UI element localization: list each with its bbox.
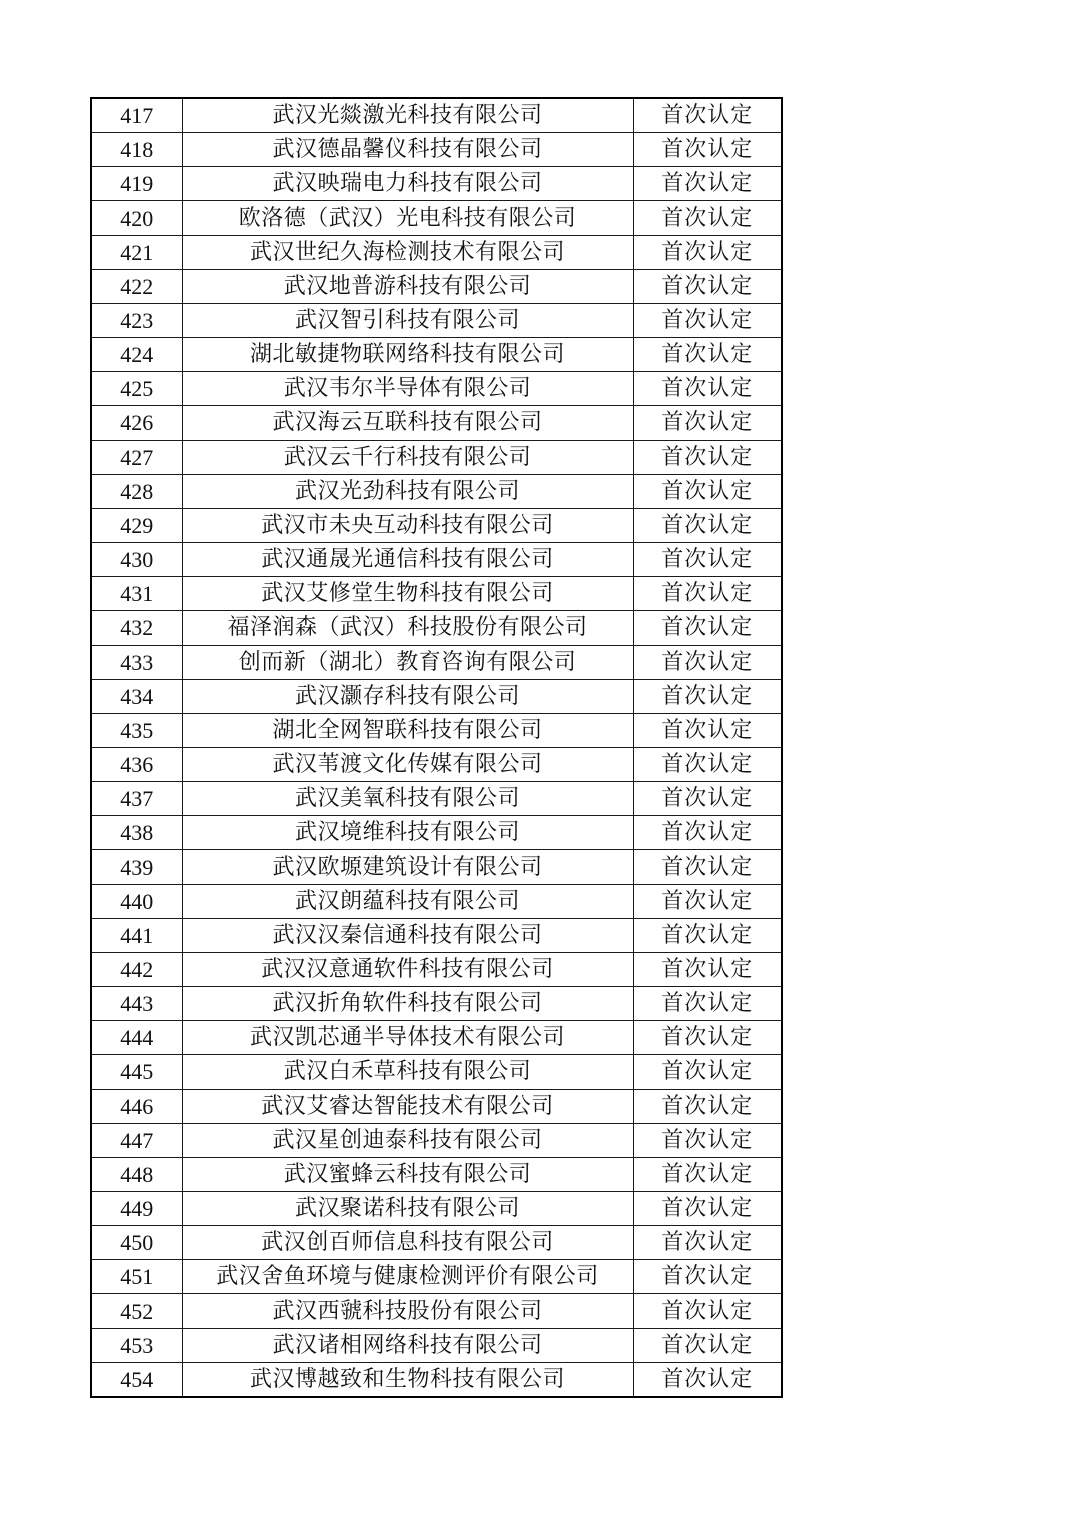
certification-type-cell: 首次认定 xyxy=(633,816,782,850)
company-name-cell: 武汉境维科技有限公司 xyxy=(182,816,633,850)
table-row xyxy=(91,850,782,884)
certification-type-cell: 首次认定 xyxy=(633,1157,782,1191)
row-number-cell: 419 xyxy=(91,167,182,201)
certification-type-cell: 首次认定 xyxy=(633,543,782,577)
table-row xyxy=(91,645,782,679)
row-number-cell: 450 xyxy=(91,1226,182,1260)
row-number-cell: 454 xyxy=(91,1362,182,1397)
row-number-cell: 434 xyxy=(91,679,182,713)
row-number-cell: 431 xyxy=(91,577,182,611)
row-number-cell: 429 xyxy=(91,508,182,542)
row-number-cell: 447 xyxy=(91,1123,182,1157)
certification-type-cell: 首次认定 xyxy=(633,235,782,269)
company-name-cell: 武汉通晟光通信科技有限公司 xyxy=(182,543,633,577)
table-row xyxy=(91,952,782,986)
table-row xyxy=(91,372,782,406)
table-row xyxy=(91,679,782,713)
certification-type-cell: 首次认定 xyxy=(633,1089,782,1123)
table-row xyxy=(91,1089,782,1123)
row-number-cell: 445 xyxy=(91,1055,182,1089)
table-row xyxy=(91,269,782,303)
row-number-cell: 424 xyxy=(91,338,182,372)
company-name-cell: 武汉折角软件科技有限公司 xyxy=(182,987,633,1021)
row-number-cell: 421 xyxy=(91,235,182,269)
certification-type-cell: 首次认定 xyxy=(633,474,782,508)
table-row xyxy=(91,167,782,201)
certification-type-cell: 首次认定 xyxy=(633,1260,782,1294)
certification-type-cell: 首次认定 xyxy=(633,747,782,781)
row-number-cell: 437 xyxy=(91,782,182,816)
certification-type-cell: 首次认定 xyxy=(633,645,782,679)
table-row xyxy=(91,816,782,850)
table-row xyxy=(91,201,782,235)
company-list-table-container xyxy=(90,97,783,1398)
company-name-cell: 武汉西虢科技股份有限公司 xyxy=(182,1294,633,1328)
certification-type-cell: 首次认定 xyxy=(633,1123,782,1157)
certification-type-cell: 首次认定 xyxy=(633,1294,782,1328)
company-name-cell: 武汉凯芯通半导体技术有限公司 xyxy=(182,1021,633,1055)
certification-type-cell: 首次认定 xyxy=(633,918,782,952)
row-number-cell: 426 xyxy=(91,406,182,440)
company-name-cell: 湖北全网智联科技有限公司 xyxy=(182,713,633,747)
company-name-cell: 武汉艾睿达智能技术有限公司 xyxy=(182,1089,633,1123)
company-name-cell: 武汉德晶馨仪科技有限公司 xyxy=(182,133,633,167)
row-number-cell: 449 xyxy=(91,1192,182,1226)
table-row xyxy=(91,235,782,269)
company-name-cell: 武汉海云互联科技有限公司 xyxy=(182,406,633,440)
table-row xyxy=(91,440,782,474)
table-row xyxy=(91,474,782,508)
table-row xyxy=(91,508,782,542)
certification-type-cell: 首次认定 xyxy=(633,269,782,303)
certification-type-cell: 首次认定 xyxy=(633,338,782,372)
certification-type-cell: 首次认定 xyxy=(633,611,782,645)
table-row xyxy=(91,1260,782,1294)
company-name-cell: 武汉创百师信息科技有限公司 xyxy=(182,1226,633,1260)
row-number-cell: 442 xyxy=(91,952,182,986)
table-row xyxy=(91,577,782,611)
table-row xyxy=(91,611,782,645)
row-number-cell: 453 xyxy=(91,1328,182,1362)
table-row xyxy=(91,1123,782,1157)
company-name-cell: 武汉地普游科技有限公司 xyxy=(182,269,633,303)
row-number-cell: 444 xyxy=(91,1021,182,1055)
certification-type-cell: 首次认定 xyxy=(633,1362,782,1397)
row-number-cell: 420 xyxy=(91,201,182,235)
company-name-cell: 创而新（湖北）教育咨询有限公司 xyxy=(182,645,633,679)
row-number-cell: 427 xyxy=(91,440,182,474)
company-name-cell: 武汉艾修堂生物科技有限公司 xyxy=(182,577,633,611)
company-name-cell: 武汉蜜蜂云科技有限公司 xyxy=(182,1157,633,1191)
row-number-cell: 440 xyxy=(91,884,182,918)
certification-type-cell: 首次认定 xyxy=(633,850,782,884)
company-name-cell: 武汉诸相网络科技有限公司 xyxy=(182,1328,633,1362)
certification-type-cell: 首次认定 xyxy=(633,713,782,747)
certification-type-cell: 首次认定 xyxy=(633,952,782,986)
company-name-cell: 福泽润森（武汉）科技股份有限公司 xyxy=(182,611,633,645)
company-name-cell: 武汉朗蕴科技有限公司 xyxy=(182,884,633,918)
table-row xyxy=(91,782,782,816)
certification-type-cell: 首次认定 xyxy=(633,679,782,713)
row-number-cell: 436 xyxy=(91,747,182,781)
table-row xyxy=(91,1021,782,1055)
certification-type-cell: 首次认定 xyxy=(633,1055,782,1089)
certification-type-cell: 首次认定 xyxy=(633,1328,782,1362)
certification-type-cell: 首次认定 xyxy=(633,987,782,1021)
table-row xyxy=(91,303,782,337)
row-number-cell: 423 xyxy=(91,303,182,337)
table-row xyxy=(91,884,782,918)
certification-type-cell: 首次认定 xyxy=(633,201,782,235)
row-number-cell: 443 xyxy=(91,987,182,1021)
row-number-cell: 430 xyxy=(91,543,182,577)
row-number-cell: 438 xyxy=(91,816,182,850)
table-row xyxy=(91,98,782,133)
company-name-cell: 武汉光燚激光科技有限公司 xyxy=(182,98,633,133)
company-name-cell: 武汉灏存科技有限公司 xyxy=(182,679,633,713)
row-number-cell: 425 xyxy=(91,372,182,406)
table-row xyxy=(91,338,782,372)
certification-type-cell: 首次认定 xyxy=(633,782,782,816)
row-number-cell: 452 xyxy=(91,1294,182,1328)
company-name-cell: 武汉汉意通软件科技有限公司 xyxy=(182,952,633,986)
company-name-cell: 武汉欧塬建筑设计有限公司 xyxy=(182,850,633,884)
company-name-cell: 武汉美氧科技有限公司 xyxy=(182,782,633,816)
table-row xyxy=(91,1294,782,1328)
table-row xyxy=(91,918,782,952)
company-name-cell: 武汉世纪久海检测技术有限公司 xyxy=(182,235,633,269)
table-row xyxy=(91,987,782,1021)
table-row xyxy=(91,1192,782,1226)
certification-type-cell: 首次认定 xyxy=(633,303,782,337)
company-name-cell: 武汉白禾草科技有限公司 xyxy=(182,1055,633,1089)
table-row xyxy=(91,543,782,577)
row-number-cell: 448 xyxy=(91,1157,182,1191)
certification-type-cell: 首次认定 xyxy=(633,884,782,918)
row-number-cell: 428 xyxy=(91,474,182,508)
company-name-cell: 武汉光劲科技有限公司 xyxy=(182,474,633,508)
table-row xyxy=(91,747,782,781)
table-row xyxy=(91,1328,782,1362)
company-name-cell: 武汉聚诺科技有限公司 xyxy=(182,1192,633,1226)
table-body xyxy=(91,98,782,1397)
certification-type-cell: 首次认定 xyxy=(633,372,782,406)
row-number-cell: 418 xyxy=(91,133,182,167)
row-number-cell: 446 xyxy=(91,1089,182,1123)
certification-type-cell: 首次认定 xyxy=(633,98,782,133)
certification-type-cell: 首次认定 xyxy=(633,508,782,542)
certification-type-cell: 首次认定 xyxy=(633,440,782,474)
company-name-cell: 武汉韦尔半导体有限公司 xyxy=(182,372,633,406)
certification-type-cell: 首次认定 xyxy=(633,167,782,201)
certification-type-cell: 首次认定 xyxy=(633,577,782,611)
company-name-cell: 武汉映瑞电力科技有限公司 xyxy=(182,167,633,201)
table-row xyxy=(91,406,782,440)
table-row xyxy=(91,133,782,167)
certification-type-cell: 首次认定 xyxy=(633,406,782,440)
row-number-cell: 417 xyxy=(91,98,182,133)
row-number-cell: 433 xyxy=(91,645,182,679)
table-row xyxy=(91,713,782,747)
company-name-cell: 武汉舍鱼环境与健康检测评价有限公司 xyxy=(182,1260,633,1294)
table-row xyxy=(91,1157,782,1191)
company-name-cell: 湖北敏捷物联网络科技有限公司 xyxy=(182,338,633,372)
company-name-cell: 武汉星创迪泰科技有限公司 xyxy=(182,1123,633,1157)
company-name-cell: 武汉云千行科技有限公司 xyxy=(182,440,633,474)
certification-type-cell: 首次认定 xyxy=(633,1021,782,1055)
table-row xyxy=(91,1362,782,1397)
row-number-cell: 451 xyxy=(91,1260,182,1294)
row-number-cell: 439 xyxy=(91,850,182,884)
company-name-cell: 欧洛德（武汉）光电科技有限公司 xyxy=(182,201,633,235)
row-number-cell: 435 xyxy=(91,713,182,747)
certification-type-cell: 首次认定 xyxy=(633,1192,782,1226)
company-name-cell: 武汉汉秦信通科技有限公司 xyxy=(182,918,633,952)
row-number-cell: 422 xyxy=(91,269,182,303)
table-row xyxy=(91,1226,782,1260)
company-name-cell: 武汉市未央互动科技有限公司 xyxy=(182,508,633,542)
row-number-cell: 441 xyxy=(91,918,182,952)
certification-type-cell: 首次认定 xyxy=(633,1226,782,1260)
company-list-table xyxy=(90,97,783,1398)
company-name-cell: 武汉博越致和生物科技有限公司 xyxy=(182,1362,633,1397)
certification-type-cell: 首次认定 xyxy=(633,133,782,167)
table-row xyxy=(91,1055,782,1089)
row-number-cell: 432 xyxy=(91,611,182,645)
company-name-cell: 武汉智引科技有限公司 xyxy=(182,303,633,337)
company-name-cell: 武汉苇渡文化传媒有限公司 xyxy=(182,747,633,781)
